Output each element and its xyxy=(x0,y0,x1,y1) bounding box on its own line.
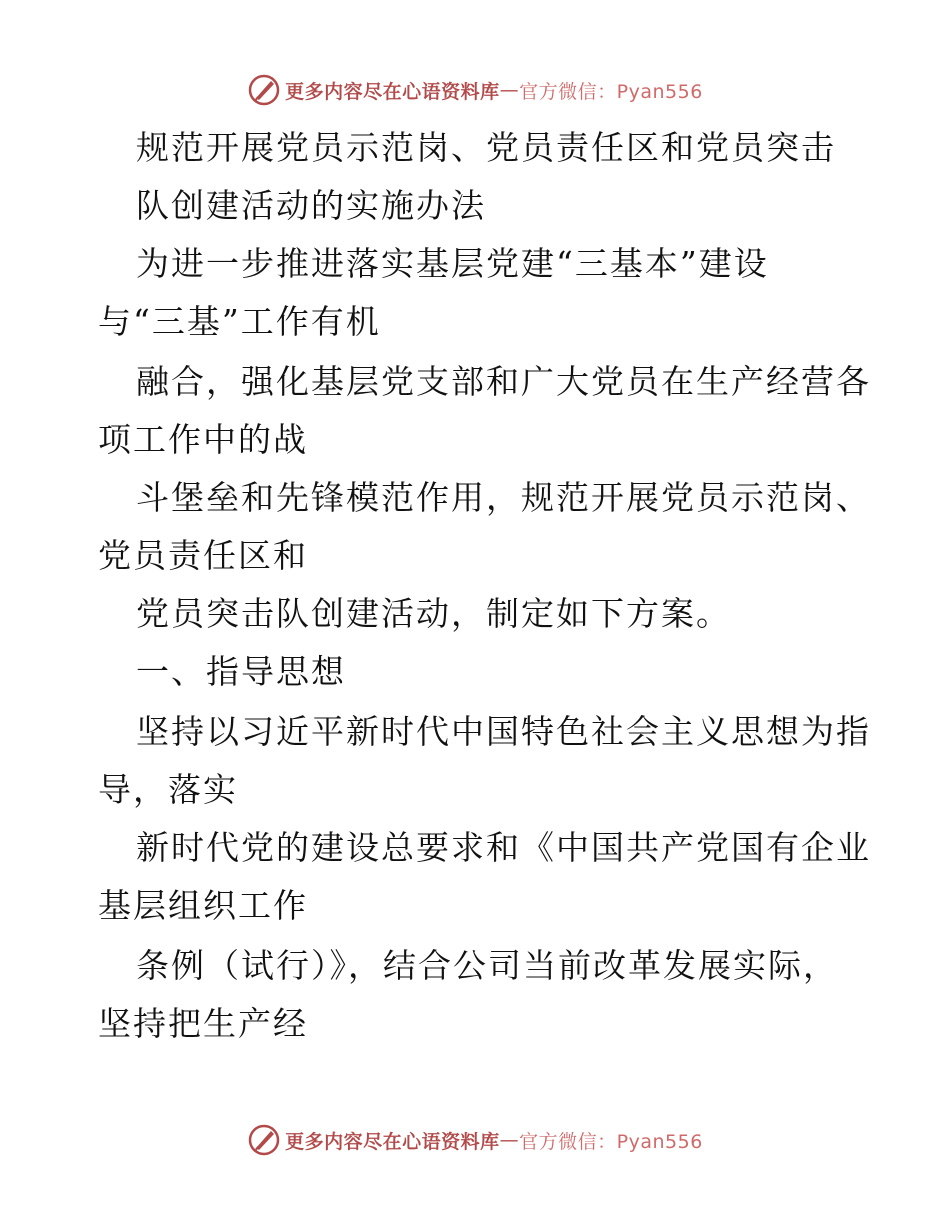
doc-line: 融合，强化基层党支部和广大党员在生产经营各 xyxy=(136,362,871,401)
doc-line: 坚持把生产经 xyxy=(98,1004,308,1043)
watermark-separator: — xyxy=(499,1129,520,1151)
watermark-contact: 官方微信：Pyan556 xyxy=(519,1130,703,1153)
doc-line: 党员责任区和 xyxy=(98,536,308,575)
doc-line: 导，落实 xyxy=(98,770,238,809)
doc-line: 队创建活动的实施办法 xyxy=(136,186,486,225)
quill-seal-icon xyxy=(247,1123,281,1157)
doc-line: 斗堡垒和先锋模范作用，规范开展党员示范岗、 xyxy=(136,478,871,517)
doc-line: 项工作中的战 xyxy=(98,420,308,459)
section-heading: 一、指导思想 xyxy=(136,652,346,691)
doc-line: 基层组织工作 xyxy=(98,886,308,925)
doc-line: 坚持以习近平新时代中国特色社会主义思想为指 xyxy=(136,712,871,751)
watermark-brand: 更多内容尽在心语资料库 xyxy=(285,1130,500,1153)
doc-line: 党员突击队创建活动，制定如下方案。 xyxy=(136,594,731,633)
watermark-contact: 官方微信：Pyan556 xyxy=(519,80,703,103)
watermark-separator: — xyxy=(499,79,520,101)
footer-watermark xyxy=(0,1122,950,1158)
watermark-brand: 更多内容尽在心语资料库 xyxy=(285,80,500,103)
doc-line: 新时代党的建设总要求和《中国共产党国有企业 xyxy=(136,828,871,867)
doc-line: 与“三基”工作有机 xyxy=(98,302,381,341)
doc-line: 为进一步推进落实基层党建“三基本”建设 xyxy=(136,244,769,283)
doc-line: 条例（试行）》，结合公司当前改革发展实际， xyxy=(136,946,838,985)
doc-line: 规范开展党员示范岗、党员责任区和党员突击 xyxy=(136,128,836,167)
